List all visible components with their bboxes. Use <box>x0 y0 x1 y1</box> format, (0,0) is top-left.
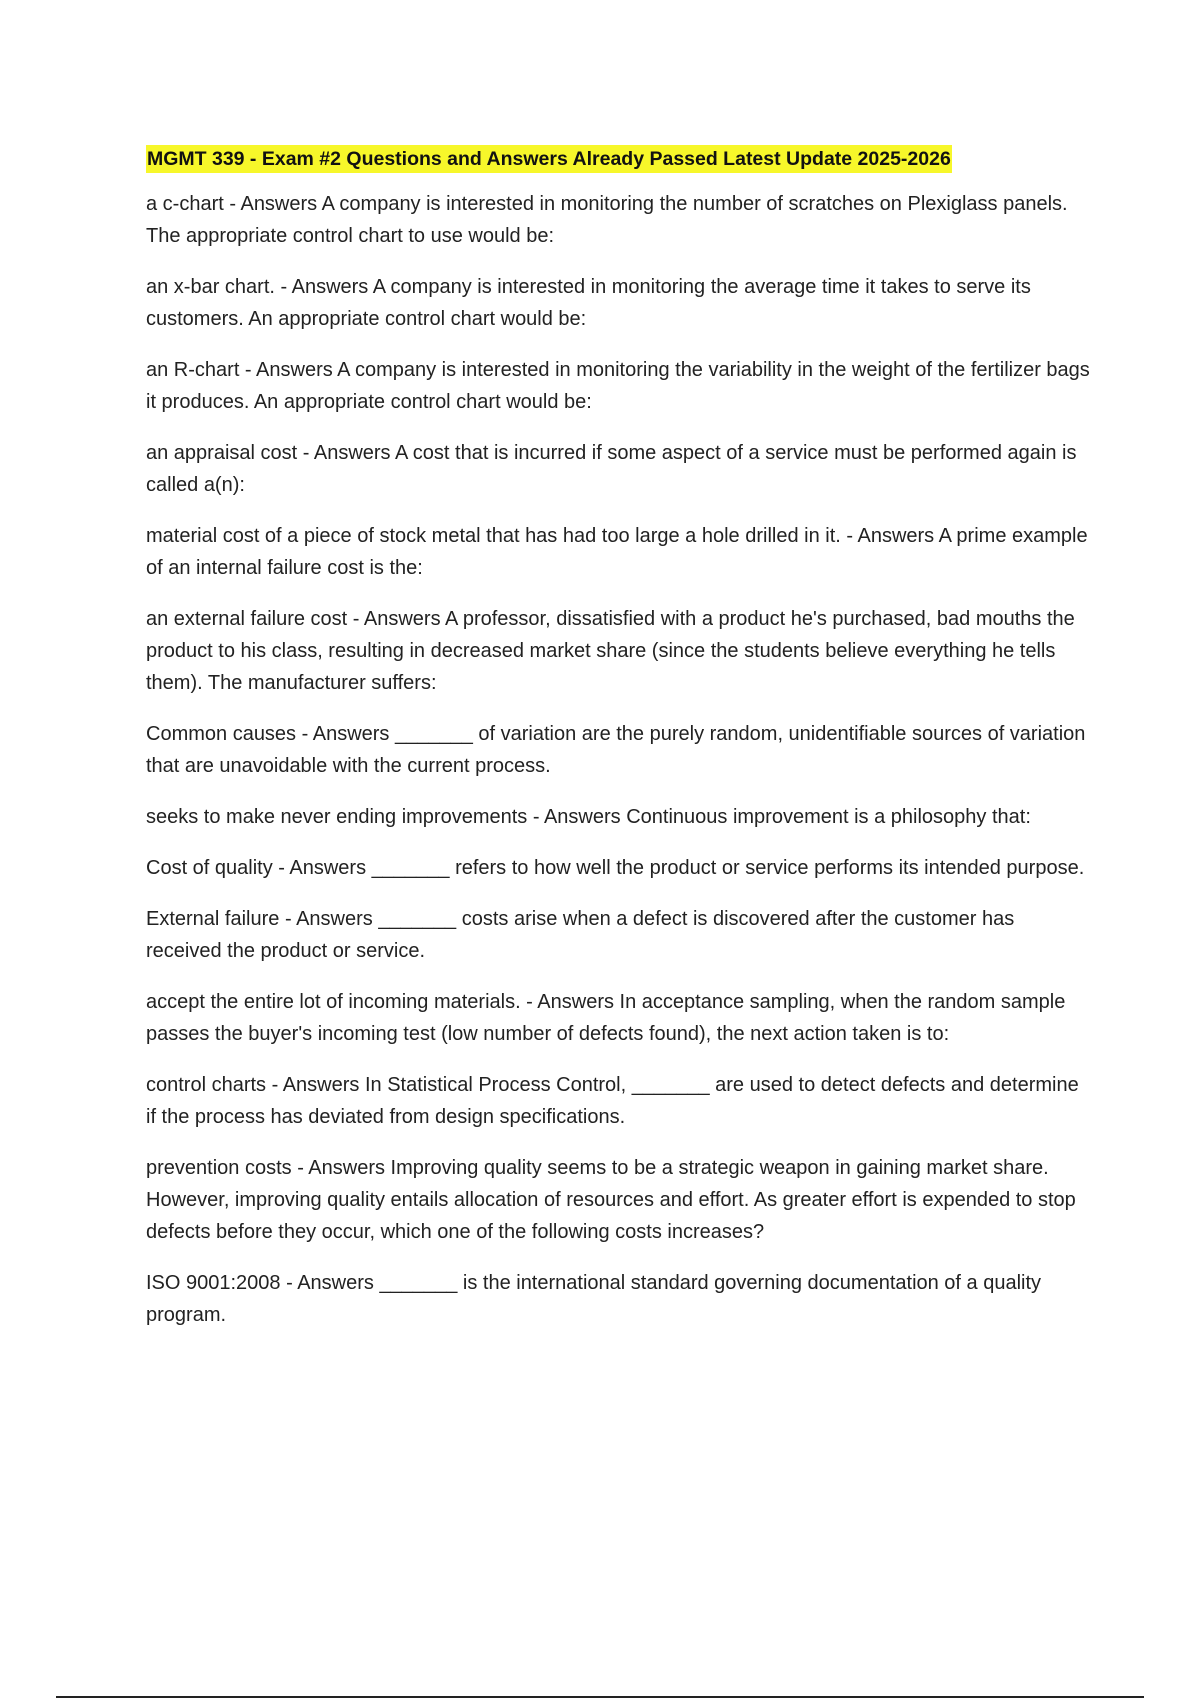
qa-item-14: ISO 9001:2008 - Answers _______ is the international standard governing documentation of a quality program. <box>146 1272 1042 1326</box>
document-title: MGMT 339 - Exam #2 Questions and Answers Already Passed Latest Update 2025-2026 <box>146 145 952 173</box>
qa-item-4: an appraisal cost - Answers A cost that is incurred if some aspect of a service must be performed again is called a(n): <box>146 442 1077 496</box>
qa-item-10: External failure - Answers _______ costs arise when a defect is discovered after the customer has received the product or service. <box>146 908 1015 962</box>
qa-item-9: Cost of quality - Answers _______ refers to how well the product or service performs its intended purpose. <box>146 857 1085 879</box>
footer-rule <box>56 1696 1144 1698</box>
qa-item-6: an external failure cost - Answers A professor, dissatisfied with a product he's purchased, bad mouths the product to his class, resulting in decreased market share (since the students believe everything he tells them). The manufacturer suffers: <box>146 608 1075 694</box>
qa-item-8: seeks to make never ending improvements - Answers Continuous improvement is a philosophy that: <box>146 806 1031 828</box>
qa-item-13: prevention costs - Answers Improving quality seems to be a strategic weapon in gaining market share. However, improving quality entails allocation of resources and effort. As greater effort is expended to stop defects before they occur, which one of the following costs increases? <box>146 1157 1076 1243</box>
document-content <box>146 145 1091 1331</box>
qa-item-12: control charts - Answers In Statistical Process Control, _______ are used to detect defects and determine if the process has deviated from design specifications. <box>146 1074 1079 1128</box>
title-wrap <box>146 145 1091 173</box>
qa-item-11: accept the entire lot of incoming materials. - Answers In acceptance sampling, when the random sample passes the buyer's incoming test (low number of defects found), the next action taken is to: <box>146 991 1066 1045</box>
qa-item-5: material cost of a piece of stock metal that has had too large a hole drilled in it. - Answers A prime example of an internal failure cost is the: <box>146 525 1088 579</box>
qa-item-1: a c-chart - Answers A company is interested in monitoring the number of scratches on Plexiglass panels. The appropriate control chart to use would be: <box>146 193 1068 247</box>
qa-item-7: Common causes - Answers _______ of variation are the purely random, unidentifiable sources of variation that are unavoidable with the current process. <box>146 723 1086 777</box>
qa-item-2: an x-bar chart. - Answers A company is interested in monitoring the average time it takes to serve its customers. An appropriate control chart would be: <box>146 276 1031 330</box>
qa-item-3: an R-chart - Answers A company is interested in monitoring the variability in the weight of the fertilizer bags it produces. An appropriate control chart would be: <box>146 359 1090 413</box>
